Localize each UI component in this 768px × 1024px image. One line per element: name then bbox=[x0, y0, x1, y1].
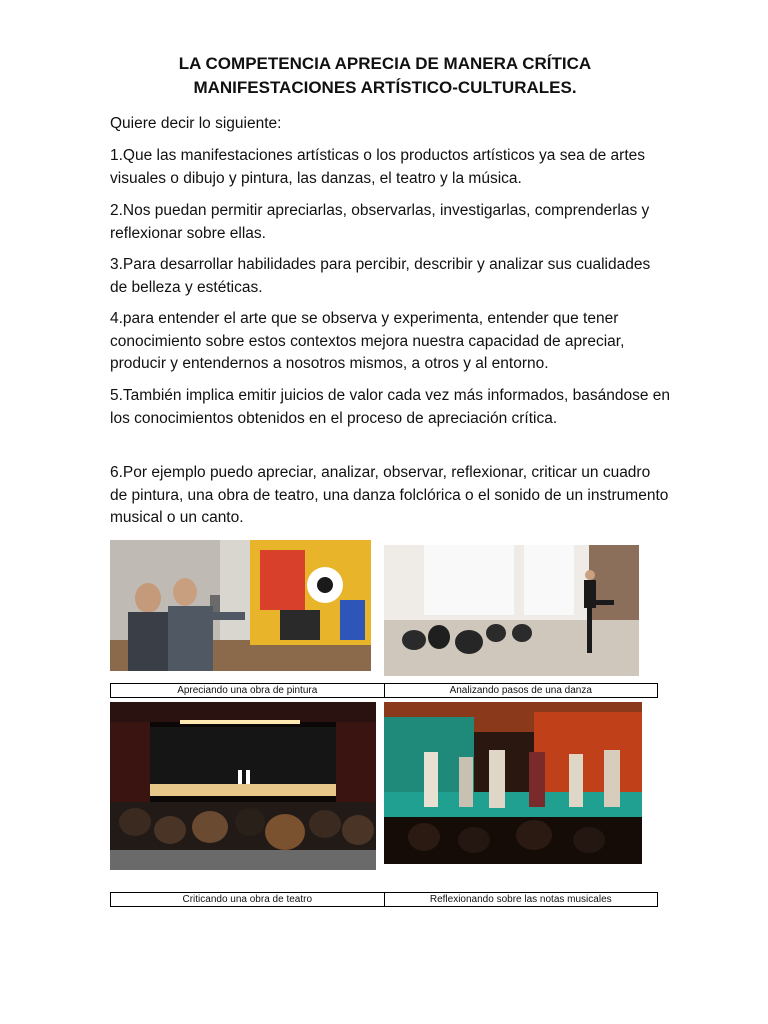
paragraph-4: 4.para entender el arte que se observa y experimenta, entender que tener conocimiento sobre estos contextos mejora nuestra capacidad de apreciar, producir y entendernos a nosotros mismos, a otros y al entorno. bbox=[110, 310, 625, 372]
caption-music: Reflexionando sobre las notas musicales bbox=[384, 893, 658, 906]
theater-stage-photo bbox=[110, 702, 376, 870]
folk-music-photo bbox=[384, 702, 642, 864]
title-line-1: LA COMPETENCIA APRECIA DE MANERA CRÍTICA bbox=[178, 54, 592, 73]
caption-row-1 bbox=[110, 683, 658, 698]
paragraph-1: 1.Que las manifestaciones artísticas o los productos artísticos ya sea de artes visuales o dibujo y pintura, las danzas, el teatro y la música. bbox=[110, 147, 646, 187]
title-line-2: MANIFESTACIONES ARTÍSTICO-CULTURALES. bbox=[193, 78, 577, 97]
intro-text: Quiere decir lo siguiente: bbox=[110, 115, 282, 132]
paragraph-5: 5.También implica emitir juicios de valor cada vez más informados, basándose en los conocimientos obtenidos en el proceso de apreciación crítica. bbox=[110, 387, 670, 427]
caption-painting: Apreciando una obra de pintura bbox=[177, 685, 318, 696]
paragraph-6: 6.Por ejemplo puedo apreciar, analizar, observar, reflexionar, criticar un cuadro de pintura, una obra de teatro, una danza folclórica o el sonido de un instrumento musical o un canto. bbox=[110, 464, 669, 526]
caption-theater: Criticando una obra de teatro bbox=[182, 894, 313, 905]
document-title bbox=[100, 52, 670, 100]
dance-studio-photo bbox=[384, 545, 639, 676]
paragraph-3: 3.Para desarrollar habilidades para percibir, describir y analizar sus cualidades de belleza y estéticas. bbox=[110, 256, 651, 296]
gallery-painting-photo bbox=[110, 540, 371, 671]
caption-dance: Analizando pasos de una danza bbox=[384, 684, 658, 697]
paragraph-2: 2.Nos puedan permitir apreciarlas, observarlas, investigarlas, comprenderlas y reflexionar sobre ellas. bbox=[110, 202, 650, 242]
caption-row-2 bbox=[110, 892, 658, 907]
